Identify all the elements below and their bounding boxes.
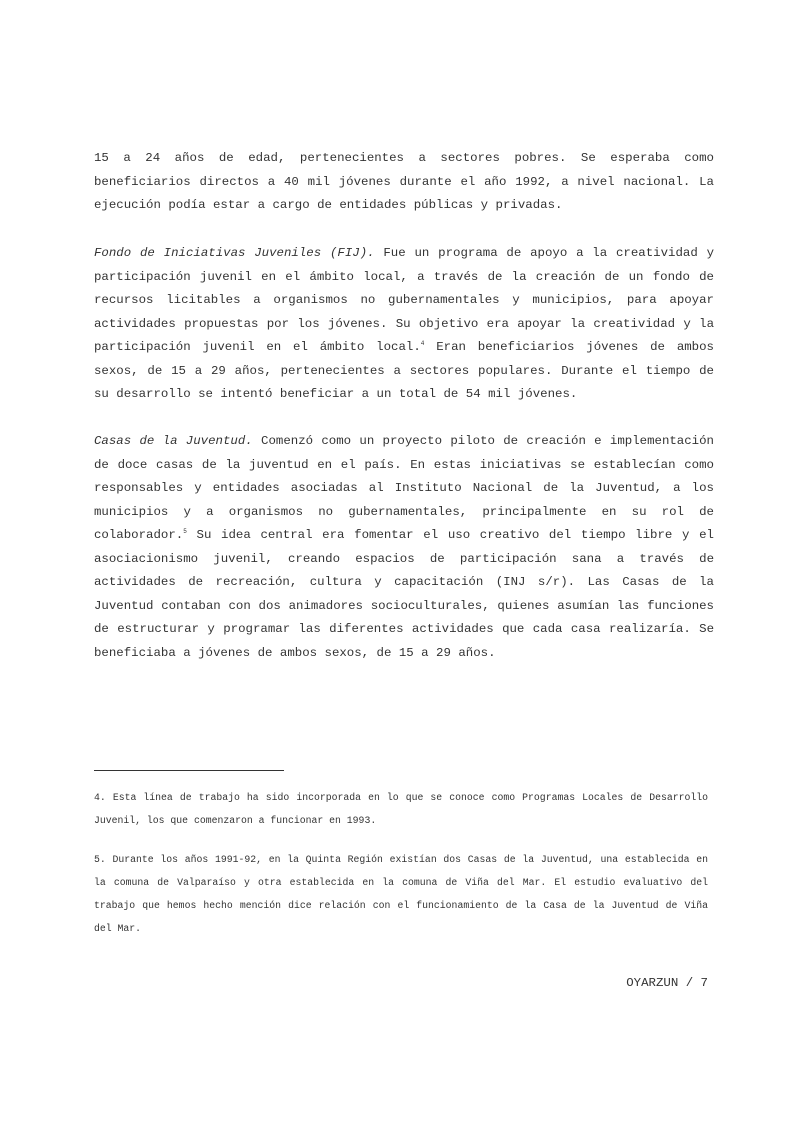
paragraph-casas-intro: 15 a 24 años de edad, pertenecientes a sectores pobres. Se esperaba como beneficiarios directos a 40 mil jóvenes durante el año 1992, a nivel nacional. La ejecución podía estar a cargo de entidades públicas y privadas. (94, 151, 714, 212)
page-number: OYARZUN / 7 (626, 976, 708, 990)
footnote-4: 4. Esta línea de trabajo ha sido incorporada en lo que se conoce como Programas Locales de Desarrollo Juvenil, los que comenzaron a funcionar en 1993. (94, 792, 708, 826)
footnote-5: 5. Durante los años 1991-92, en la Quinta Región existían dos Casas de la Juventud, una establecida en la comuna de Valparaíso y otra establecida en la comuna de Viña del Mar. El estudio evaluativo del trabajo que hemos hecho mención dice relación con el funcionamiento de la Casa de la Juventud de Viña del Mar. (94, 854, 708, 934)
fij-text-a: Fue un programa de apoyo a la creatividad y participación juvenil en el ámbito local, a través de la creación de un fondo de recursos licitables a organismos no gubernamentales y municipios, para apoyar actividades propuestas por los jóvenes. Su objetivo era apoyar la creatividad y la participación juvenil en el ámbito local. (94, 246, 715, 354)
casas-text-b: Su idea central era fomentar el uso creativo del tiempo libre y el asociacionismo juvenil, creando espacios de participación sana a través de actividades de recreación, cultura y capacitación (INJ s/r). Las Casas de la Juventud contaban con dos animadores socioculturales, quienes asumían las funciones de estructurar y programar las diferentes actividades que cada casa realizaría. Se beneficiaba a jóvenes de ambos sexos, de 15 a 29 años. (94, 528, 714, 660)
footnote-ref-5[interactable]: 5 (183, 527, 187, 535)
casas-text-a: Comenzó como un proyecto piloto de creación e implementación de doce casas de la juventud en el país. En estas iniciativas se establecían como responsables y entidades asociadas al Instituto Nacional de la Juventud, a los municipios y a organismos no gubernamentales, principalmente en su rol de colaborador. (94, 434, 714, 542)
fij-heading: Fondo de Iniciativas Juveniles (FIJ). (94, 246, 375, 260)
footnote-ref-4[interactable]: 4 (420, 339, 425, 347)
fij-text-b: Eran beneficiarios jóvenes de ambos sexos, de 15 a 29 años, pertenecientes a sectores populares. Durante el tiempo de su desarrollo se intentó beneficiar a un total de 54 mil jóvenes. (94, 340, 714, 401)
footnote-separator (94, 770, 284, 771)
paragraph-casas-juventud (94, 430, 714, 665)
paragraph-fij (94, 242, 714, 407)
casas-heading: Casas de la Juventud. (94, 434, 253, 448)
